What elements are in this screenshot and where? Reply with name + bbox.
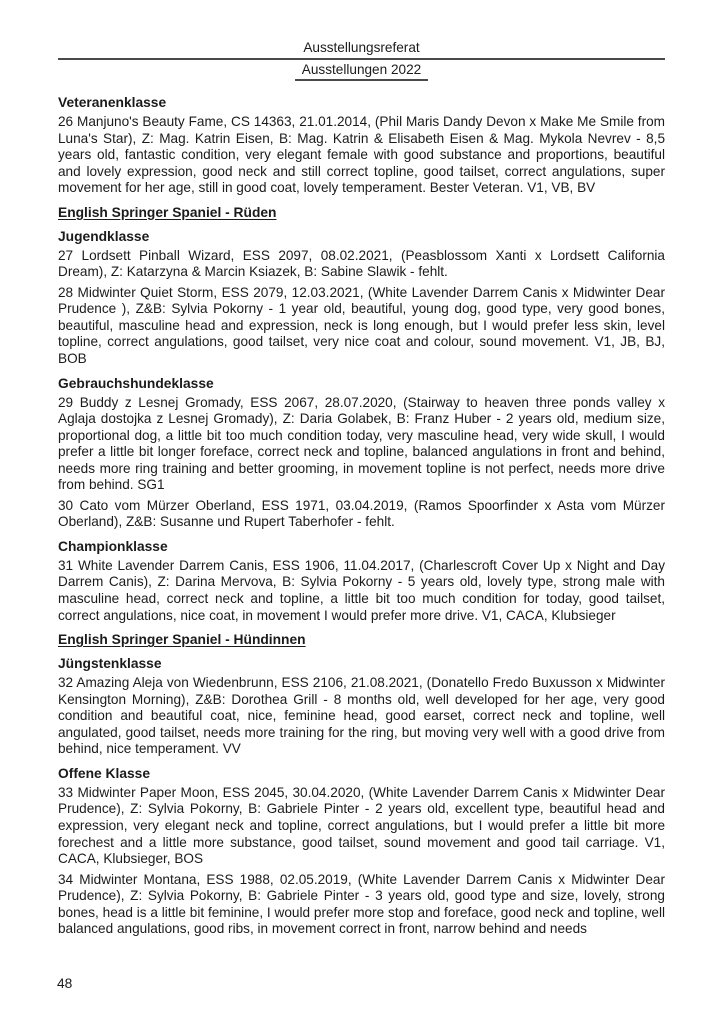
- entry-32: 32 Amazing Aleja von Wiedenbrunn, ESS 2106, 21.08.2021, (Donatello Fredo Buxusson x Midwinter Kensington Morning), Z&B: Dorothea Grill - 8 months old, well developed for her age, very good condition and beautiful coat, nice, feminine head, good earset, correct neck and topline, well angulated, good tailset, needs more training for the ring, but moving very well with a good drive from behind, nice temperament. VV: [58, 675, 665, 757]
- entry-33: 33 Midwinter Paper Moon, ESS 2045, 30.04.2020, (White Lavender Darrem Canis x Midwinter Dear Prudence), Z: Sylvia Pokorny, B: Gabriele Pinter - 2 years old, excellent type, beautiful head and expression, very elegant neck and topline, correct angulations, but I would prefer a little bit more forechest and a little more substance, good tailset, sound movement and good tail carriage. V1, CACA, Klubsieger, BOS: [58, 784, 665, 867]
- header-subtitle-row: [58, 61, 665, 81]
- class-heading-gebrauchshundeklasse: Gebrauchshundeklasse: [58, 375, 214, 391]
- page-footer: [57, 976, 72, 991]
- entry-27: 27 Lordsett Pinball Wizard, ESS 2097, 08.02.2021, (Peasblossom Xanti x Lordsett California Dream), Z: Katarzyna & Marcin Ksiazek, B: Sabine Slawik - fehlt.: [58, 247, 665, 280]
- header-divider-line: [58, 58, 665, 60]
- breed-heading-huendinnen: English Springer Spaniel - Hündinnen: [58, 632, 306, 648]
- class-heading-offene-klasse: Offene Klasse: [58, 765, 151, 781]
- class-heading-championklasse: Championklasse: [58, 538, 168, 554]
- entry-34: 34 Midwinter Montana, ESS 1988, 02.05.2019, (White Lavender Darrem Canis x Midwinter Dear Prudence), Z: Sylvia Pokorny, B: Gabriele Pinter - 3 years old, good type and size, lovely, strong bones, head is a little bit feminine, I would prefer more stop and foreface, good neck and topline, well balanced angulations, good ribs, in movement correct in front, narrow behind and needs: [58, 871, 665, 937]
- header-title: Ausstellungsreferat: [303, 40, 420, 55]
- entry-29: 29 Buddy z Lesnej Gromady, ESS 2067, 28.07.2020, (Stairway to heaven three ponds valley x Aglaja dostojka z Lesnej Gromady), Z: Daria Golabek, B: Franz Huber - 2 years old, medium size, proportional dog, a little bit too much condition today, very masculine head, very wide skull, I would prefer a little bit longer foreface, correct neck and topline, balanced angulations in front and behind, needs more ring training and better grooming, in movement topline is not perfect, needs more drive from behind. SG1: [58, 394, 665, 493]
- page-number: 48: [57, 976, 73, 991]
- page-header: [58, 40, 665, 81]
- entry-30: 30 Cato vom Mürzer Oberland, ESS 1971, 03.04.2019, (Ramos Spoorfinder x Asta vom Mürzer Oberland), Z&B: Susanne und Rupert Taberhofer - fehlt.: [58, 497, 665, 530]
- entry-31: 31 White Lavender Darrem Canis, ESS 1906, 11.04.2017, (Charlescroft Cover Up x Night and Day Darrem Canis), Z: Darina Mervova, B: Sylvia Pokorny - 5 years old, lovely type, strong male with masculine head, correct neck and topline, a little bit too much condition for today, good tailset, correct angulations, nice coat, in movement I would prefer more drive. V1, CACA, Klubsieger: [58, 557, 665, 623]
- breed-heading-rueden: English Springer Spaniel - Rüden: [58, 204, 277, 220]
- header-subtitle: Ausstellungen 2022: [295, 62, 428, 81]
- entry-28: 28 Midwinter Quiet Storm, ESS 2079, 12.03.2021, (White Lavender Darrem Canis x Midwinter Dear Prudence ), Z&B: Sylvia Pokorny - 1 year old, beautiful, young dog, good type, very good bones, beautiful, masculine head and expression, neck is long enough, but I would prefer less skin, level topline, correct angulations, good tailset, very nice coat and colour, sound movement. V1, JB, BJ, BOB: [58, 284, 665, 367]
- entry-26: 26 Manjuno's Beauty Fame, CS 14363, 21.01.2014, (Phil Maris Dandy Devon x Make Me Smile from Luna's Star), Z: Mag. Katrin Eisen, B: Mag. Katrin & Elisabeth Eisen & Mag. Mykola Nevrev - 8,5 years old, fantastic condition, very elegant female with good substance and proportions, beautiful and lovely expression, good neck and still correct topline, good tailset, correct angulations, super movement for her age, still in good coat, lovely temperament. Bester Veteran. V1, VB, BV: [58, 114, 665, 196]
- class-heading-jugendklasse: Jugendklasse: [58, 228, 150, 244]
- class-heading-juengstenklasse: Jüngstenklasse: [58, 656, 162, 672]
- document-body: [58, 94, 665, 938]
- class-heading-veteranenklasse: Veteranenklasse: [58, 95, 167, 110]
